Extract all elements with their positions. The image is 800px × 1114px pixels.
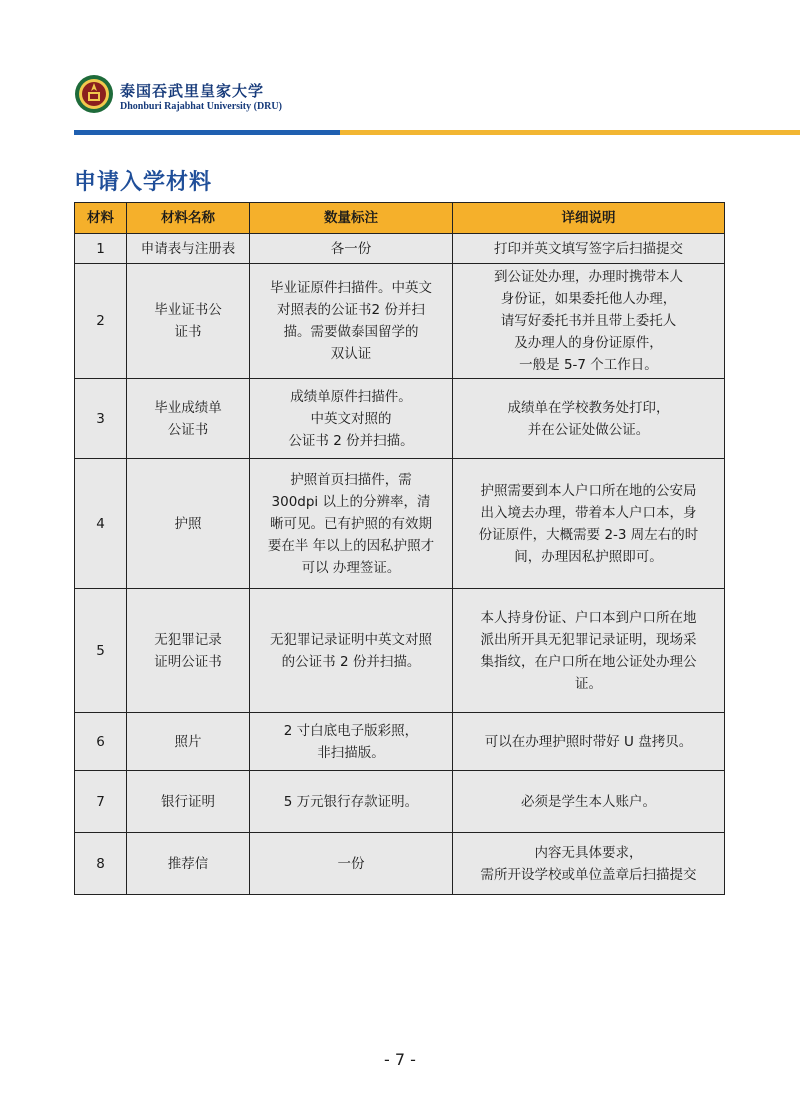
table-row <box>75 771 725 833</box>
cell-quantity: 护照首页扫描件，需 300dpi 以上的分辨率，清 晰可见。已有护照的有效期 要在半 年以上的因私护照才 可以 办理签证。 <box>250 459 453 589</box>
cell-detail: 护照需要到本人户口所在地的公安局 出入境去办理，带着本人户口本，身 份证原件，大概需要 2-3 周左右的时 间，办理因私护照即可。 <box>453 459 725 589</box>
cell-detail: 本人持身份证、户口本到户口所在地 派出所开具无犯罪记录证明，现场采 集指纹，在户口所在地公证处办理公 证。 <box>453 589 725 713</box>
header-detail: 详细说明 <box>453 203 725 234</box>
cell-name: 申请表与注册表 <box>127 234 250 264</box>
cell-quantity: 毕业证原件扫描件。中英文 对照表的公证书2 份并扫 描。需要做泰国留学的 双认证 <box>250 264 453 379</box>
cell-no: 2 <box>75 264 127 379</box>
cell-name: 推荐信 <box>127 833 250 895</box>
cell-no: 1 <box>75 234 127 264</box>
header-name: 材料名称 <box>127 203 250 234</box>
cell-detail: 成绩单在学校教务处打印， 并在公证处做公证。 <box>453 379 725 459</box>
cell-detail: 必须是学生本人账户。 <box>453 771 725 833</box>
university-name-cn: 泰国吞武里皇家大学 <box>120 82 265 100</box>
university-name-en: Dhonburi Rajabhat University (DRU) <box>120 101 282 112</box>
cell-name: 无犯罪记录 证明公证书 <box>127 589 250 713</box>
university-crest-icon <box>74 74 114 114</box>
cell-no: 6 <box>75 713 127 771</box>
cell-name: 毕业证书公 证书 <box>127 264 250 379</box>
cell-detail: 可以在办理护照时带好 U 盘拷贝。 <box>453 713 725 771</box>
page-number: - 7 - <box>384 1050 416 1069</box>
cell-detail: 打印并英文填写签字后扫描提交 <box>453 234 725 264</box>
cell-quantity: 成绩单原件扫描件。 中英文对照的 公证书 2 份并扫描。 <box>250 379 453 459</box>
cell-name: 照片 <box>127 713 250 771</box>
table-row <box>75 713 725 771</box>
cell-no: 8 <box>75 833 127 895</box>
materials-table <box>74 202 725 895</box>
cell-detail: 到公证处办理，办理时携带本人 身份证，如果委托他人办理， 请写好委托书并且带上委托人 及办理人的身份证原件， 一般是 5-7 个工作日。 <box>453 264 725 379</box>
cell-detail: 内容无具体要求， 需所开设学校或单位盖章后扫描提交 <box>453 833 725 895</box>
cell-no: 7 <box>75 771 127 833</box>
table-row <box>75 234 725 264</box>
document-header <box>74 74 474 120</box>
cell-no: 5 <box>75 589 127 713</box>
header-divider-yellow <box>340 130 800 135</box>
cell-quantity: 2 寸白底电子版彩照， 非扫描版。 <box>250 713 453 771</box>
cell-quantity: 一份 <box>250 833 453 895</box>
section-title: 申请入学材料 <box>74 170 213 195</box>
header-quantity: 数量标注 <box>250 203 453 234</box>
cell-no: 3 <box>75 379 127 459</box>
cell-name: 毕业成绩单 公证书 <box>127 379 250 459</box>
table-row <box>75 589 725 713</box>
table-row <box>75 264 725 379</box>
cell-no: 4 <box>75 459 127 589</box>
table-header-row <box>75 203 725 234</box>
header-divider-blue <box>74 130 340 135</box>
cell-quantity: 各一份 <box>250 234 453 264</box>
cell-quantity: 5 万元银行存款证明。 <box>250 771 453 833</box>
table-row <box>75 379 725 459</box>
cell-name: 银行证明 <box>127 771 250 833</box>
table-row <box>75 833 725 895</box>
header-no: 材料 <box>75 203 127 234</box>
cell-name: 护照 <box>127 459 250 589</box>
table-row <box>75 459 725 589</box>
cell-quantity: 无犯罪记录证明中英文对照 的公证书 2 份并扫描。 <box>250 589 453 713</box>
